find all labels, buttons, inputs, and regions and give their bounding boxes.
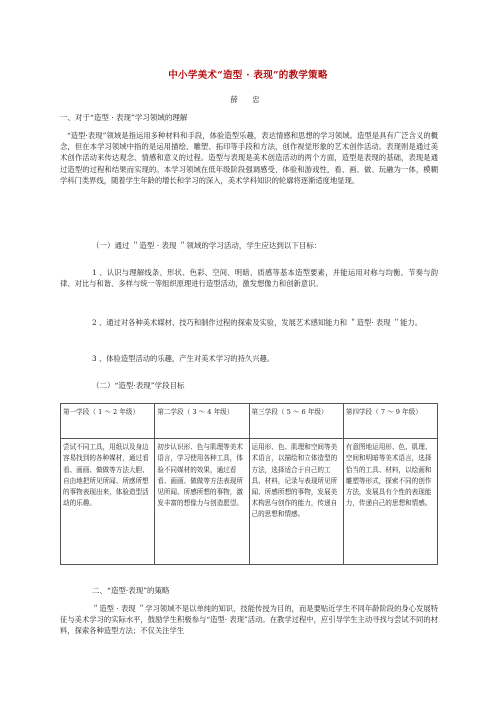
stage-goals-table <box>60 403 438 565</box>
table-header-cell: 第四学段（ 7 ～ 9 年级） <box>343 404 437 439</box>
table-cell: 有意图地运用形、色、肌理、空间和明暗等美术语言，选择恰当的工具、材料，以绘画和雕塑等形式，探索不同的创作方法，发展具有个性的表现能力，传递自己的思想和情感。 <box>343 439 437 565</box>
goal-point-2: 2 、通过对各种美术媒材、技巧和制作过程的探索及实验，发展艺术感知能力和 ＂造型· 表现 ＂能力。 <box>92 318 423 327</box>
doc-author: 薛 忠 <box>230 95 266 104</box>
goal-point-3: 3 、体验造型活动的乐趣，产生对美术学习的持久兴趣。 <box>92 354 275 363</box>
goal-point-1: 1 、认识与理解线条、形状、色彩、空间、明暗、质感等基本造型要素，并能运用对称与均衡、节奏与韵律、对比与和谐、多样与统一等组织原理进行造型活动，激发想像力和创新意识。 <box>60 268 438 289</box>
section2-heading: 二、“造型·表现”的策略 <box>92 586 170 595</box>
subsection1-heading: （一）通过 ＂造型 · 表现 ＂领域的学习活动，学生应达到以下目标： <box>92 241 322 250</box>
section1-paragraph: “造型·表现”领域是指运用多种材料和手段，体验造型乐趣，表达情感和思想的学习领域。造型是具有广泛含义的概念，但在本学习领域中指的是运用描绘、雕塑、拓印等手段和方法，创作视觉形象的艺术创作活动。表现则是通过美术创作活动来传达观念、情感和意义的过程。造型与表现是美术创造活动的两个方面，造型是表现的基础，表现是通过造型的过程和结果而实现的。本学习领域在低年级阶段强调感受、体验和游戏性，看、画、做、玩融为一体，模糊学科门类界线，随着学生年龄的增长和学习的深入，美术学科知识的轮廓将逐渐适度地显现。 <box>60 131 438 185</box>
table-row <box>61 439 438 565</box>
section2-paragraph: ＂造型 · 表现 ＂学习领域不是以单纯的知识、技能传授为目的，而是要贴近学生不同年龄阶段的身心发展特征与美术学习的实际水平，鼓励学生积极参与“造型· 表现”活动。在教学过程中，应引导学生主动寻找与尝试不同的材料，探索各种造型方法；不仅关注学生 <box>60 604 438 636</box>
table-cell: 初步认识形、色与肌理等美术语言，学习使用各种工具，体验不同媒材的效果，通过看看、画画、做做等方法表现所见所闻、所感所想的事物，激发丰富的想像力与创造愿望。 <box>155 439 249 565</box>
subsection2-heading: （二）“造型·表现”学段目标 <box>92 381 185 390</box>
table-header-cell: 第三学段（ 5 ～ 6 年级） <box>249 404 343 439</box>
doc-title: 中小学美术“造型 · 表现”的教学策略 <box>168 70 328 81</box>
section1-heading: 一、对于“造型 · 表现”学习领域的理解 <box>60 113 188 122</box>
table-header-row <box>61 404 438 439</box>
table-cell: 运用形、色、肌理和空间等美术语言，以描绘和立体造型的方法，选择适合于自己的工具、材料，记录与表现所见所闻、所感所想的事物，发展美术构思与创作的能力，传递自己的思想和情感。 <box>249 439 343 565</box>
table-header-cell: 第二学段（ 3 ～ 4 年级） <box>155 404 249 439</box>
table-header-cell: 第一学段（ 1 ～ 2 年级） <box>61 404 155 439</box>
table-cell: 尝试不同工具，用纸以及身边容易找到的各种媒材，通过看看、画画、做做等方法大胆、自由地把所见所闻、所感所想的事物表现出来，体验造型活动的乐趣。 <box>61 439 155 565</box>
